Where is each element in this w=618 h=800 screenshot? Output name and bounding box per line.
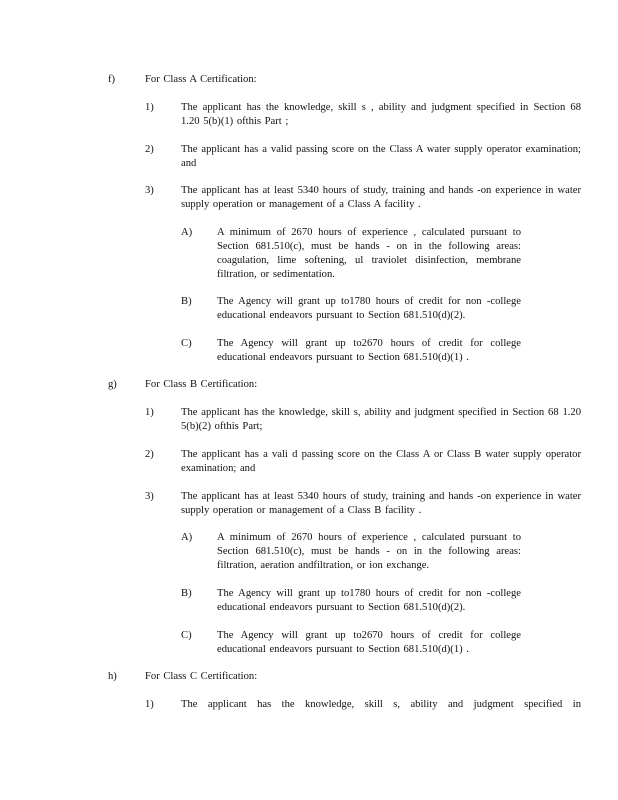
sub-item-marker: C) (181, 630, 192, 641)
sub-item-marker: B) (181, 588, 192, 599)
item-text: The applicant has a vali d passing score on the Class A or Class B water supply operator examination; and (181, 449, 581, 474)
sub-item-marker: A) (181, 532, 193, 543)
section-marker: g) (108, 379, 117, 390)
item-text: The applicant has the knowledge, skill s, ability and judgment specified in Section 68 1.20 5(b)(2) ofthis Part; (181, 407, 581, 432)
section-heading: For Class C Certification: (145, 671, 258, 682)
section-heading: For Class B Certification: (145, 379, 258, 390)
item-marker: 2) (145, 144, 154, 155)
sub-item-text: The Agency will grant up to1780 hours of credit for non -college educational endeavors pursuant to Section 681.510(d)(2). (217, 296, 521, 321)
sub-item-text: A minimum of 2670 hours of experience , calculated pursuant to Section 681.510(c), must be hands - on in the following areas: filtration, aeration andfiltration, or ion exchange. (217, 532, 521, 571)
item-text: The applicant has at least 5340 hours of study, training and hands -on experience in water supply operation or management of a Class A facility . (181, 185, 581, 210)
item-text: The applicant has a valid passing score on the Class A water supply operator examination; and (181, 144, 581, 169)
item-marker: 1) (145, 102, 154, 113)
item-text: The applicant has the knowledge, skill s, ability and judgment specified in (181, 699, 581, 710)
sub-item-marker: A) (181, 227, 193, 238)
item-marker: 3) (145, 185, 154, 196)
section-marker: h) (108, 671, 117, 682)
item-marker: 1) (145, 407, 154, 418)
item-marker: 3) (145, 491, 154, 502)
sub-item-text: The Agency will grant up to2670 hours of credit for college educational endeavors pursuant to Section 681.510(d)(1) . (217, 338, 521, 363)
item-marker: 1) (145, 699, 154, 710)
item-marker: 2) (145, 449, 154, 460)
sub-item-text: The Agency will grant up to2670 hours of credit for college educational endeavors pursuant to Section 681.510(d)(1) . (217, 630, 521, 655)
item-text: The applicant has the knowledge, skill s , ability and judgment specified in Section 68 1.20 5(b)(1) ofthis Part ; (181, 102, 581, 127)
sub-item-text: A minimum of 2670 hours of experience , calculated pursuant to Section 681.510(c), must be hands - on in the following areas: coagulation, lime softening, ul traviolet disinfection, membrane filtration, or sedimentation. (217, 227, 521, 280)
section-heading: For Class A Certification: (145, 74, 257, 85)
section-marker: f) (108, 74, 116, 85)
sub-item-marker: B) (181, 296, 192, 307)
sub-item-marker: C) (181, 338, 192, 349)
item-text: The applicant has at least 5340 hours of study, training and hands -on experience in water supply operation or management of a Class B facility . (181, 491, 581, 516)
sub-item-text: The Agency will grant up to1780 hours of credit for non -college educational endeavors pursuant to Section 681.510(d)(2). (217, 588, 521, 613)
